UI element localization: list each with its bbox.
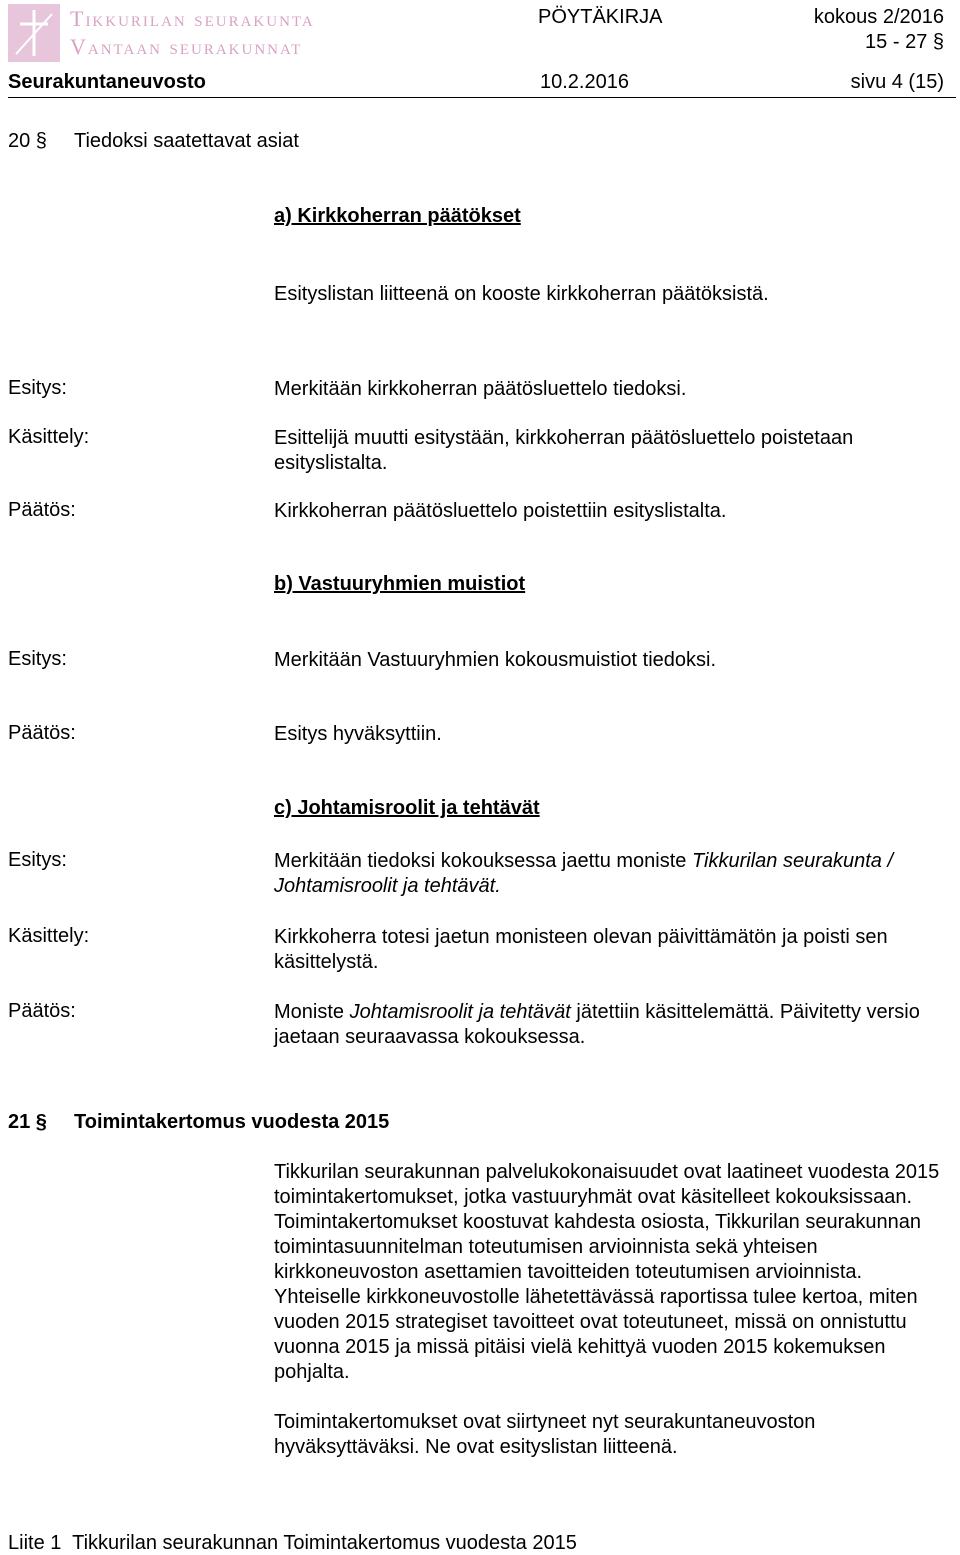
a-paatos-label: Päätös: — [8, 499, 76, 521]
parish-logo — [8, 4, 60, 62]
attachment-footer: Liite 1 Tikkurilan seurakunnan Toimintakertomus vuodesta 2015 — [8, 1532, 577, 1554]
c-paatos-label: Päätös: — [8, 1000, 76, 1022]
a-kasittely-label: Käsittely: — [8, 426, 90, 448]
subsection-a-heading: a) Kirkkoherran päätökset — [274, 205, 521, 227]
c-esitys-label: Esitys: — [8, 849, 67, 871]
meeting-body: Seurakuntaneuvosto — [8, 71, 206, 93]
c-esitys-text-plain: Merkitään tiedoksi kokouksessa jaettu moniste — [274, 850, 692, 872]
a-paatos-text: Kirkkoherran päätösluettelo poistettiin esityslistalta. — [274, 500, 727, 522]
c-paatos-post: jätettiin käsittelemättä. Päivitetty versio jaetaan seuraavassa kokouksessa. — [274, 1001, 920, 1048]
section-21-number: 21 § — [8, 1111, 47, 1133]
c-kasittely-text: Kirkkoherra totesi jaetun monisteen olevan päivittämätön ja poisti sen käsittelystä. — [274, 926, 888, 973]
document-type: PÖYTÄKIRJA — [538, 6, 663, 28]
page-number: sivu 4 (15) — [850, 71, 944, 93]
c-paatos-text — [274, 1000, 954, 1050]
a-kasittely-text: Esittelijä muutti esitystään, kirkkoherran päätösluettelo poistetaan esityslistalta. — [274, 427, 854, 474]
section-21-paragraph-1: Tikkurilan seurakunnan palvelukokonaisuudet ovat laatineet vuodesta 2015 toimintakertomukset, jotka vastuuryhmät ovat käsitelleet kokouksissaan. Toimintakertomukset koostuvat kahdesta osiosta, Tikkurilan seurakunnan toimintasuunnitelman toteutumisen arvioinnista sekä yhteisen kirkkoneuvoston asettamien tavoitteiden toteutumisen arvioinnista. Yhteiselle kirkkoneuvostolle lähetettävässä raportissa tulee kertoa, miten vuoden 2015 strategiset tavoitteet ovat toteutuneet, missä on onnistuttu vuonna 2015 ja missä pitäisi vielä kehittyä vuoden 2015 kokemuksen pohjalta. — [274, 1161, 940, 1383]
section-20-number: 20 § — [8, 130, 47, 152]
subsection-c-heading: c) Johtamisroolit ja tehtävät — [274, 797, 540, 819]
c-esitys-text-italic: Tikkurilan seurakunta / Johtamisroolit ja tehtävät. — [274, 850, 894, 897]
subsection-b-heading: b) Vastuuryhmien muistiot — [274, 573, 526, 595]
a-esitys-label: Esitys: — [8, 377, 67, 399]
subsection-a-intro: Esityslistan liitteenä on kooste kirkkoherran päätöksistä. — [274, 283, 769, 305]
c-paatos-pre: Moniste — [274, 1001, 350, 1023]
meeting-number: kokous 2/2016 — [813, 6, 944, 28]
section-20-title: Tiedoksi saatettavat asiat — [74, 130, 299, 152]
b-paatos-text: Esitys hyväksyttiin. — [274, 723, 442, 745]
meeting-date: 10.2.2016 — [540, 71, 629, 93]
header-divider — [8, 97, 956, 98]
c-kasittely-label: Käsittely: — [8, 925, 90, 947]
section-range: 15 - 27 § — [865, 31, 944, 53]
c-paatos-italic: Johtamisroolit ja tehtävät — [349, 1001, 571, 1023]
b-esitys-label: Esitys: — [8, 648, 67, 670]
cross-logo-icon — [8, 4, 60, 62]
a-esitys-text: Merkitään kirkkoherran päätösluettelo tiedoksi. — [274, 378, 687, 400]
org-name-line2: Vantaan seurakunnat — [70, 34, 303, 59]
b-paatos-label: Päätös: — [8, 722, 76, 744]
org-name-line1: Tikkurilan seurakunta — [70, 6, 315, 31]
b-esitys-text: Merkitään Vastuuryhmien kokousmuistiot tiedoksi. — [274, 649, 717, 671]
section-21-title: Toimintakertomus vuodesta 2015 — [74, 1111, 390, 1133]
c-esitys-text — [274, 849, 954, 899]
section-21-paragraph-2: Toimintakertomukset ovat siirtyneet nyt seurakuntaneuvoston hyväksyttäväksi. Ne ovat esityslistan liitteenä. — [274, 1411, 816, 1458]
